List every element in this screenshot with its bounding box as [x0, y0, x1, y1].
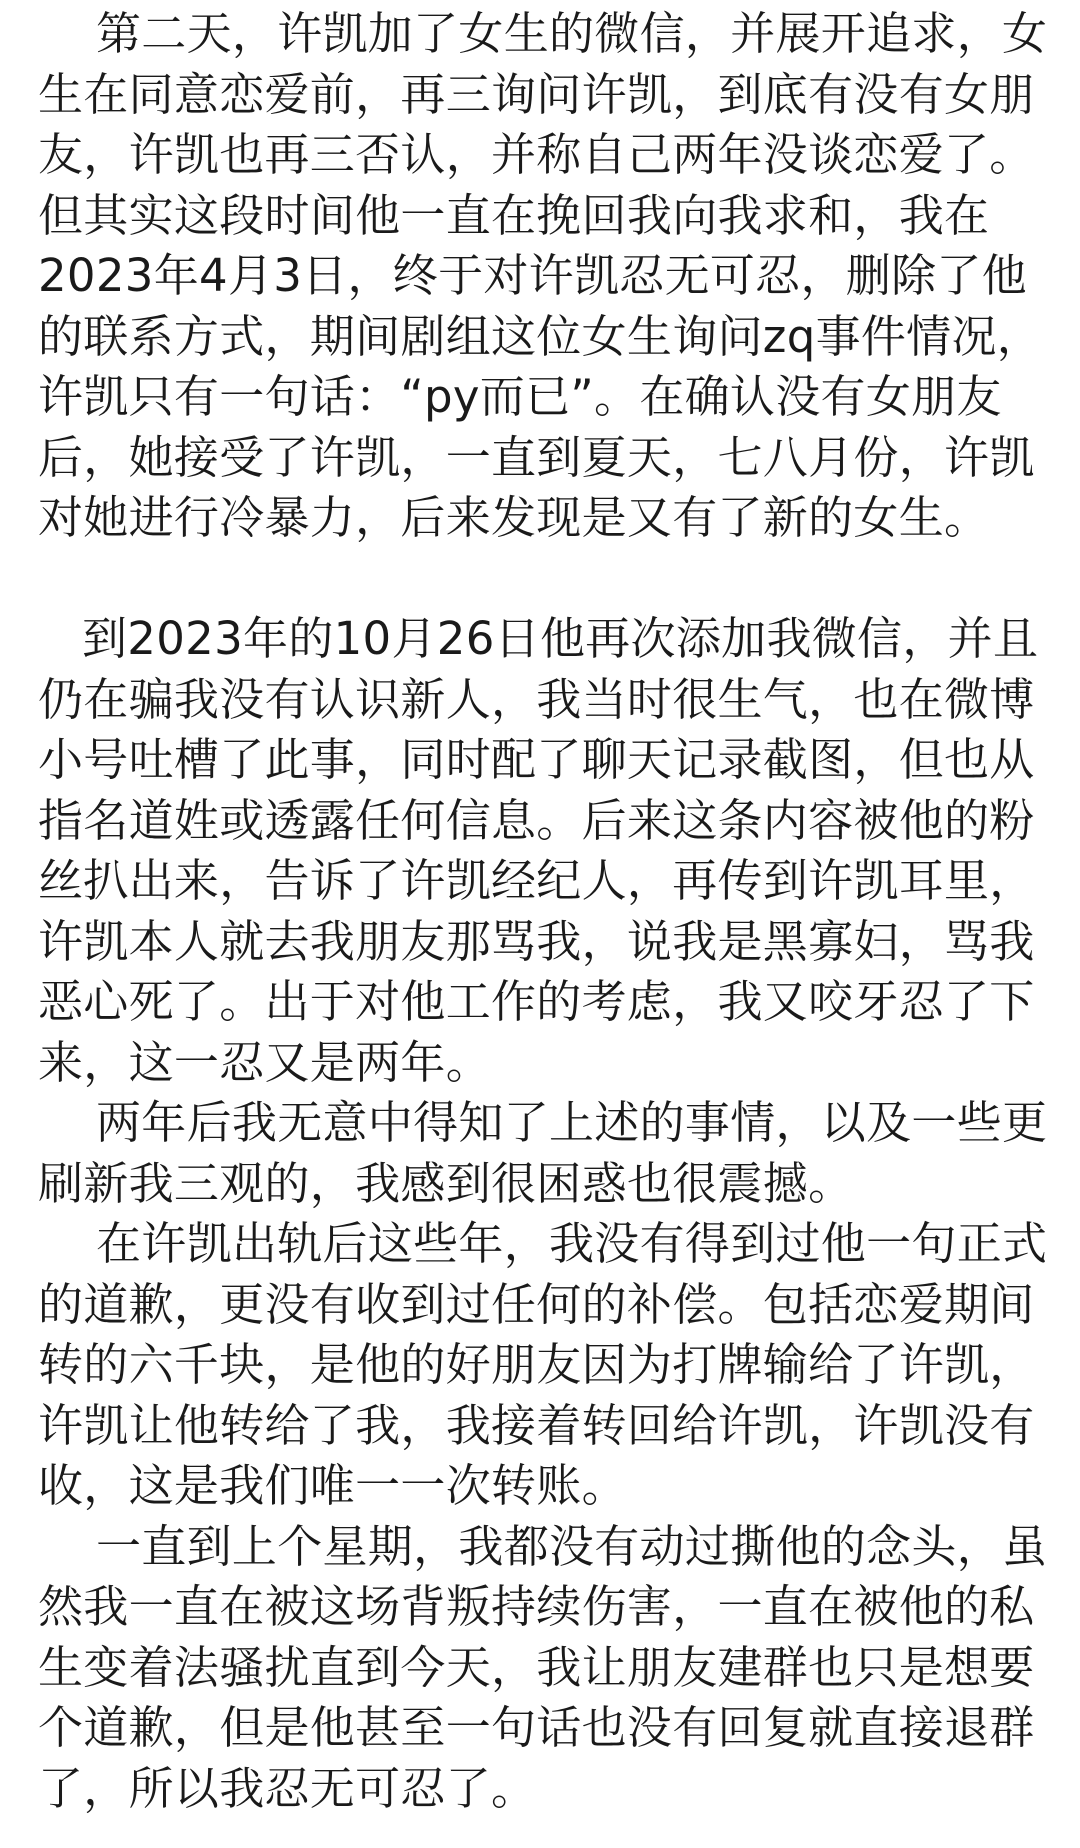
text-line: 恶心死了。出于对他工作的考虑，我又咬牙忍了下	[38, 975, 1035, 1028]
text-line: 了，所以我忍无可忍了。	[38, 1761, 537, 1815]
paragraph-gap	[38, 549, 1038, 610]
text-line: 个道歉，但是他甚至一句话也没有回复就直接退群	[38, 1701, 1035, 1754]
text-line: 在许凯出轨后这些年，我没有得到过他一句正式	[96, 1217, 1048, 1270]
text-line: 对她进行冷暴力，后来发现是又有了新的女生。	[38, 491, 990, 544]
text-line: 一直到上个星期，我都没有动过撕他的念头，虽	[96, 1519, 1048, 1573]
text-line: 刷新我三观的，我感到很困惑也很震撼。	[38, 1156, 854, 1210]
text-line: 小号吐槽了此事，同时配了聊天记录截图，但也从	[38, 733, 1035, 786]
text-line: 到2023年的10月26日他再次添加我微信，并且	[82, 612, 1039, 665]
text-line: 指名道姓或透露任何信息。后来这条内容被他的粉	[38, 793, 1035, 847]
text-line: 收，这是我们唯一一次转账。	[38, 1459, 627, 1512]
article-body	[38, 4, 1048, 1819]
text-line: 来，这一忍又是两年。	[38, 1035, 492, 1089]
text-line: 转的六千块，是他的好朋友因为打牌输给了许凯，	[38, 1338, 1035, 1391]
text-line: 生在同意恋爱前，再三询问许凯，到底有没有女朋	[38, 67, 1035, 121]
text-line: 许凯本人就去我朋友那骂我，说我是黑寡妇，骂我	[38, 914, 1035, 968]
image-strip	[0, 1830, 1080, 1848]
text-line: 后，她接受了许凯，一直到夏天，七八月份，许凯	[38, 430, 1035, 484]
text-line: 的道歉，更没有收到过任何的补偿。包括恋爱期间	[38, 1277, 1035, 1331]
text-line: 许凯让他转给了我，我接着转回给许凯，许凯没有	[38, 1398, 1035, 1452]
text-line: 但其实这段时间他一直在挽回我向我求和，我在	[38, 188, 990, 242]
text-line: 的联系方式，期间剧组这位女生询问zq事件情况，	[38, 309, 1043, 363]
text-line: 第二天，许凯加了女生的微信，并展开追求，女	[96, 7, 1048, 60]
text-line: 许凯只有一句话：“py而已”。在确认没有女朋友	[38, 370, 1002, 423]
text-line: 两年后我无意中得知了上述的事情，以及一些更	[96, 1096, 1048, 1149]
text-line: 然我一直在被这场背叛持续伤害，一直在被他的私	[38, 1580, 1035, 1633]
text-line: 仍在骗我没有认识新人，我当时很生气，也在微博	[38, 672, 1035, 726]
text-line: 丝扒出来，告诉了许凯经纪人，再传到许凯耳里，	[38, 854, 1035, 907]
text-line: 生变着法骚扰直到今天，我让朋友建群也只是想要	[38, 1640, 1035, 1694]
text-line: 友，许凯也再三否认，并称自己两年没谈恋爱了。	[38, 128, 1035, 181]
text-line: 2023年4月3日，终于对许凯忍无可忍，删除了他	[38, 249, 1027, 302]
